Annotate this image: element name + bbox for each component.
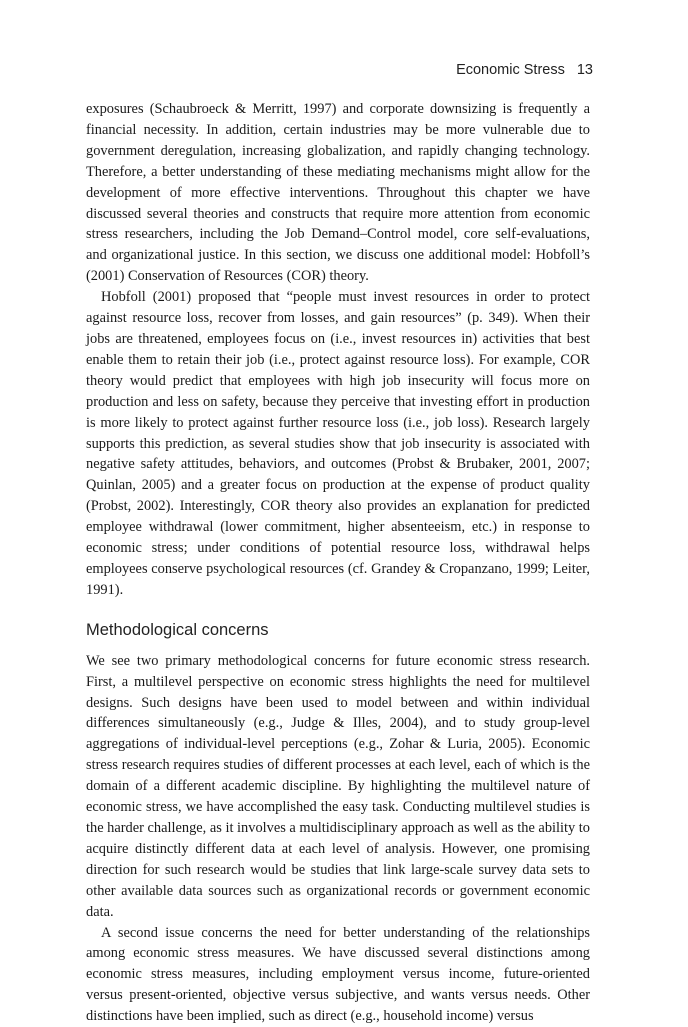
page-number: 13 — [576, 62, 593, 78]
running-head — [456, 62, 593, 78]
body-text — [86, 99, 590, 1027]
paragraph-4: A second issue concerns the need for better understanding of the relationships among economic stress measures. We have discussed several distinctions among economic stress measures, including employment versus income, future-oriented versus present-oriented, objective versus subjective, and wants versus needs. Other distinctions have been implied, such as direct (e.g., household income) versus — [86, 924, 590, 1025]
paragraph-2: Hobfoll (2001) proposed that “people must invest resources in order to protect against resource loss, recover from losses, and gain resources” (p. 349). When their jobs are threatened, employees focus on (i.e., invest resources in) activities that best enable them to retain their job (i.e., protect against resource loss). For example, COR theory would predict that employees with high job insecurity will focus more on production and less on safety, because they perceive that investing effort in production is more likely to protect against further resource loss (i.e., job loss). Research largely supports this prediction, as several studies show that job insecurity is associated with negative safety attitudes, behaviors, and outcomes (Probst & Brubaker, 2001, 2007; Quinlan, 2005) and a greater focus on production at the expense of product quality (Probst, 2002). Interestingly, COR theory also provides an explanation for predicted employee withdrawal (lower commitment, higher absenteeism, etc.) in response to economic stress; under conditions of potential resource loss, withdrawal helps employees conserve psychological resources (cf. Grandey & Cropanzano, 1999; Leiter, 1991). — [86, 289, 590, 598]
paragraph-3: We see two primary methodological concerns for future economic stress research. First, a multilevel perspective on economic stress highlights the need for multilevel designs. Such designs have been used to model between and within individual differences simultaneously (e.g., Judge & Illes, 2004), and to study group-level aggregations of individual-level perceptions (e.g., Zohar & Luria, 2005). Economic stress research requires studies of different processes at each level, each of which is the domain of a different academic discipline. By highlighting the multilevel nature of economic stress, we have accomplished the easy task. Conducting multilevel studies is the harder challenge, as it involves a multidisciplinary approach as well as the ability to acquire distinctly different data at each level of analysis. However, one promising direction for such research would be studies that link large-scale survey data sets to other available data sources such as organizational records or government economic data. — [86, 652, 590, 920]
section-heading: Methodological concerns — [86, 620, 269, 639]
paragraph-1: exposures (Schaubroeck & Merritt, 1997) and corporate downsizing is frequently a financial necessity. In addition, certain industries may be more vulnerable due to government deregulation, increasing globalization, and rapidly changing technology. Therefore, a better understanding of these mediating mechanisms might allow for the development of more effective interventions. Throughout this chapter we have discussed several theories and constructs that require more attention from economic stress researchers, including the Job Demand–Control model, core self-evaluations, and organizational justice. In this section, we discuss one additional model: Hobfoll’s (2001) Conservation of Resources (COR) theory. — [86, 101, 590, 285]
running-head-title: Economic Stress — [456, 62, 565, 78]
